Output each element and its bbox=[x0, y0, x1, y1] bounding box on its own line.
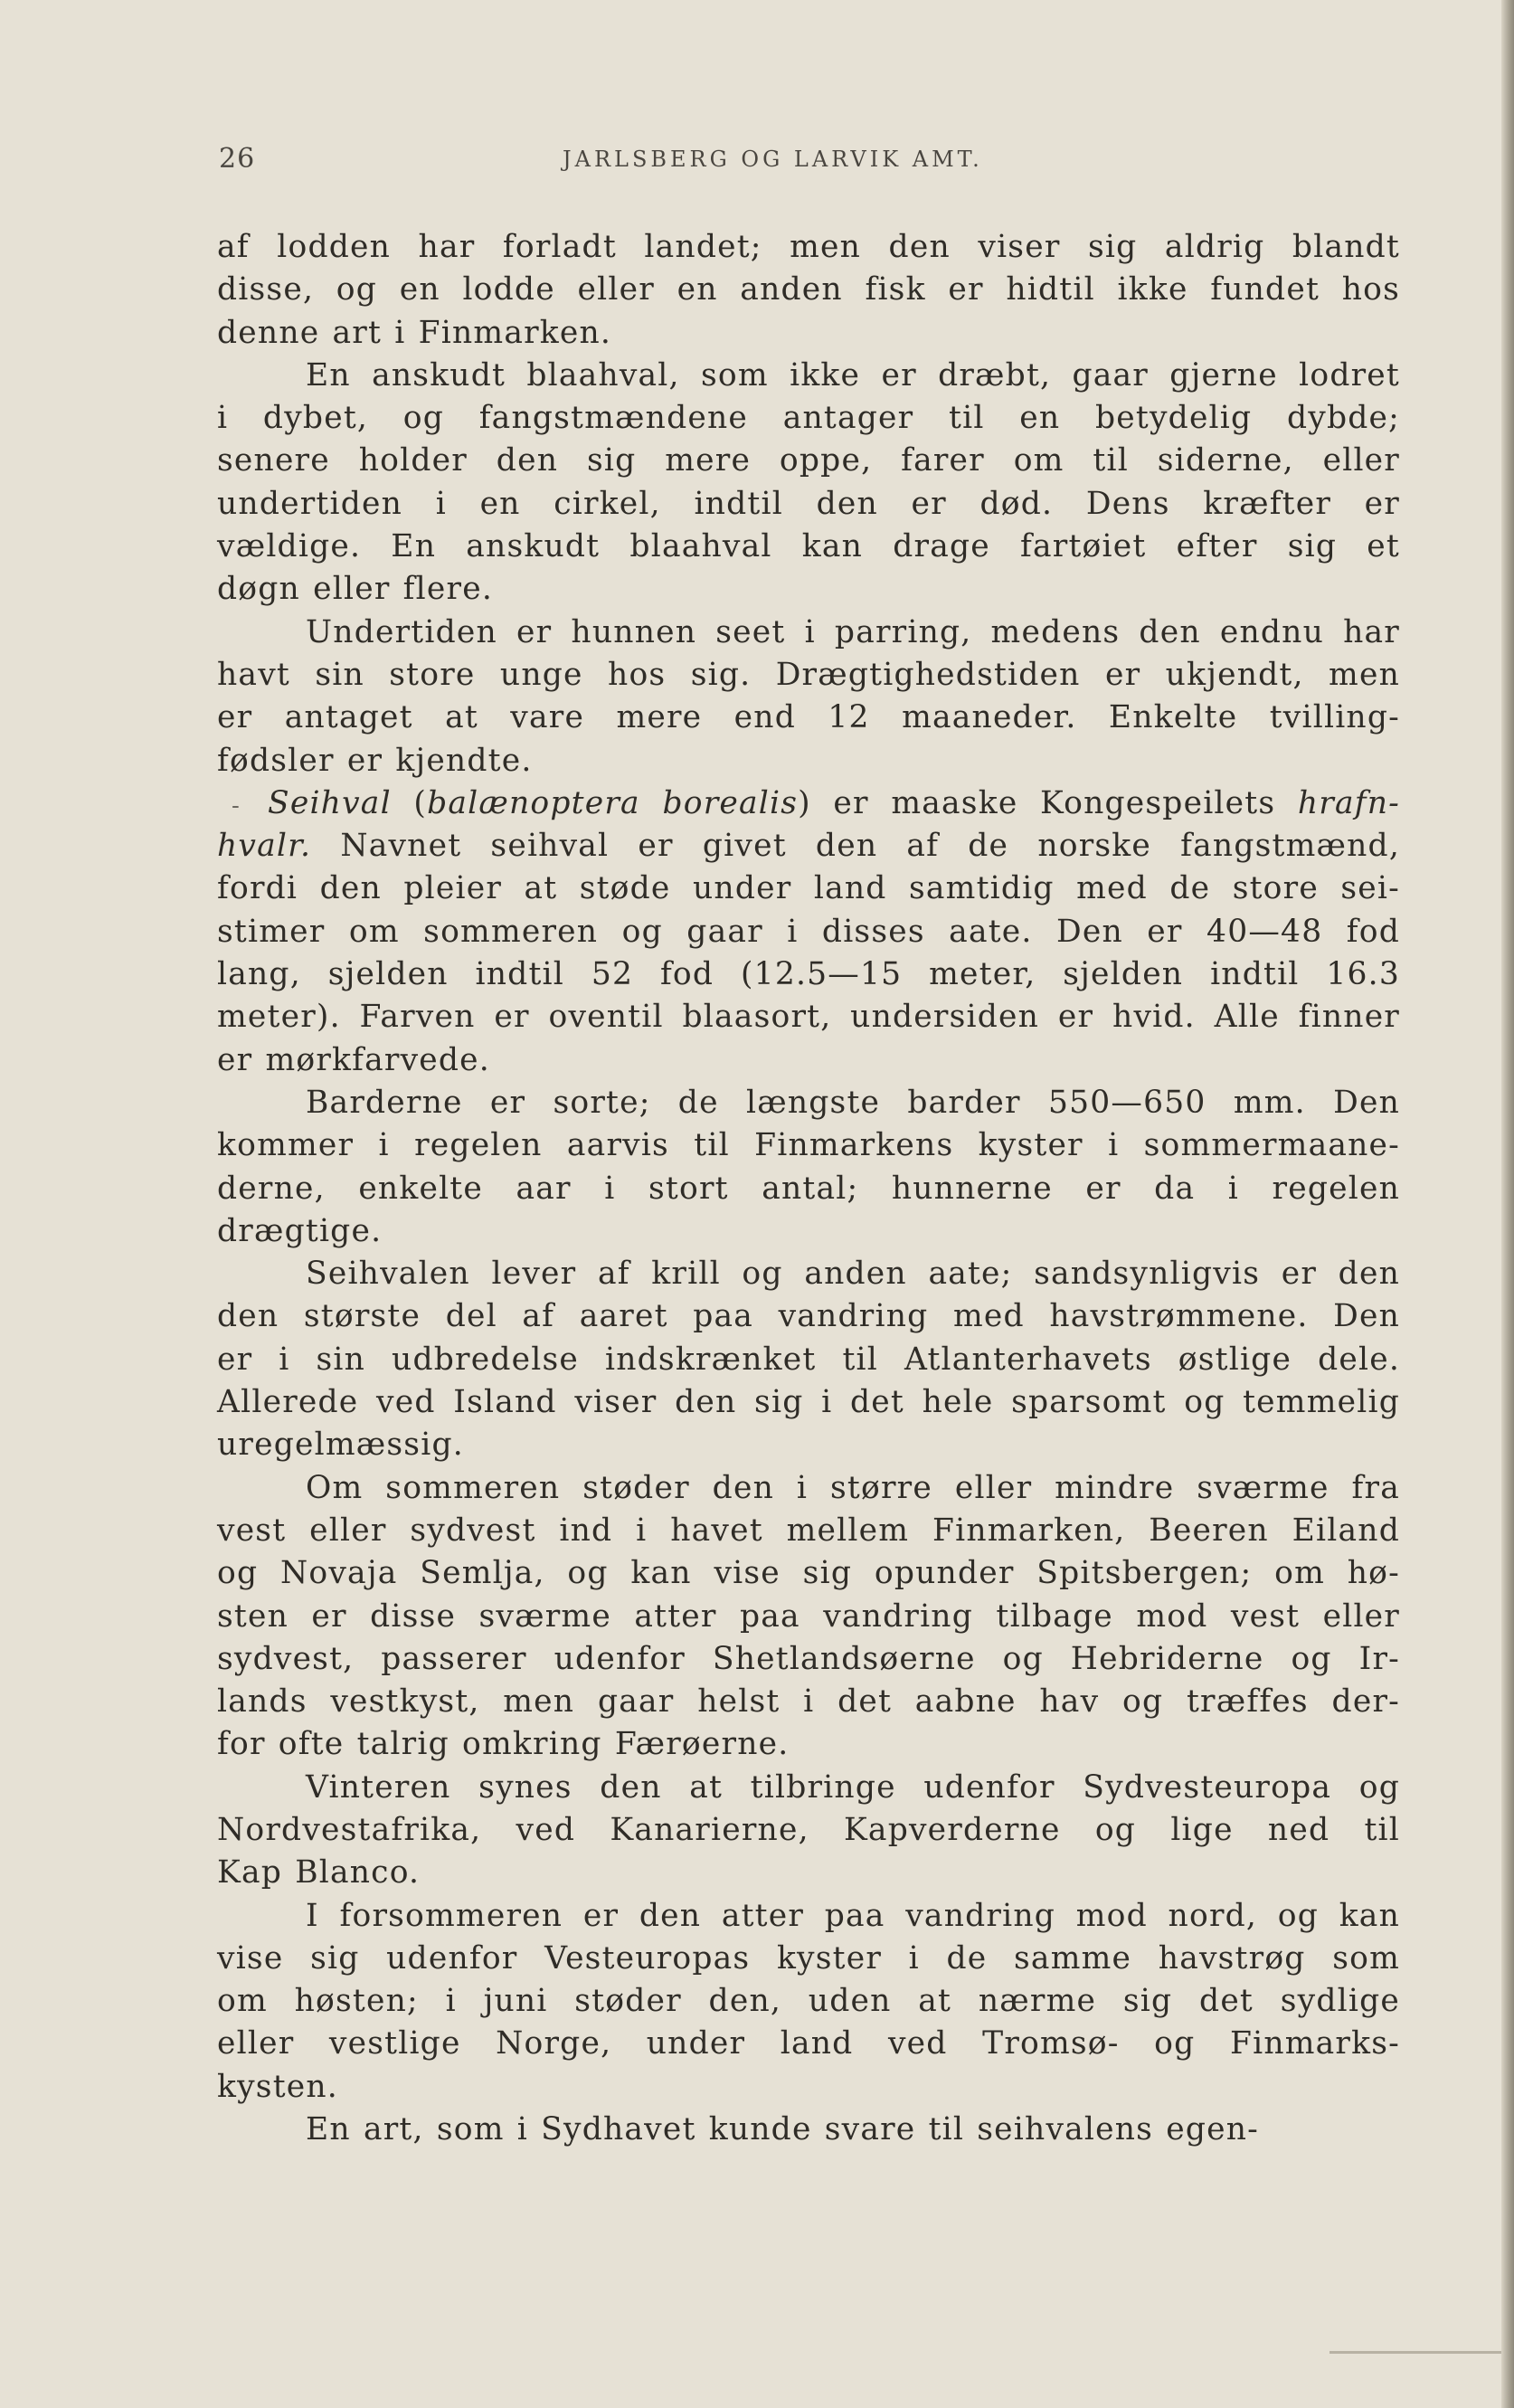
text-line: er antaget at vare mere end 12 maaneder. Enkelte tvilling- bbox=[217, 699, 1400, 736]
text-line: Kap Blanco. bbox=[217, 1854, 421, 1891]
text-line: kysten. bbox=[217, 2068, 338, 2105]
text-line: vældige. En anskudt blaahval kan drage fartøiet efter sig et bbox=[217, 528, 1400, 565]
text-line: i dybet, og fangstmændene antager til en betydelig dybde; bbox=[217, 400, 1400, 437]
text-line: er i sin udbredelse indskrænket til Atlanterhavets østlige dele. bbox=[217, 1341, 1400, 1378]
text-line: uregelmæssig. bbox=[217, 1427, 464, 1464]
page-header bbox=[219, 143, 1404, 179]
text-line: den største del af aaret paa vandring med havstrømmene. Den bbox=[217, 1298, 1400, 1335]
species-name: Seihval bbox=[268, 784, 392, 821]
text-line: vest eller sydvest ind i havet mellem Finmarken, Beeren Eiland bbox=[217, 1512, 1400, 1549]
text-fragment: ( bbox=[391, 784, 428, 821]
text-line: fordi den pleier at støde under land samtidig med de store sei- bbox=[217, 870, 1400, 907]
text-line: derne, enkelte aar i stort antal; hunnerne er da i regelen bbox=[217, 1170, 1400, 1207]
text-line: I forsommeren er den atter paa vandring mod nord, og kan bbox=[306, 1897, 1400, 1934]
text-line: døgn eller flere. bbox=[217, 571, 493, 608]
text-line bbox=[217, 782, 1400, 825]
text-line: En anskudt blaahval, som ikke er dræbt, gaar gjerne lodret bbox=[306, 356, 1400, 393]
page-number: 26 bbox=[219, 143, 256, 175]
page-edge bbox=[1501, 0, 1514, 2408]
text-line: Seihvalen lever af krill og anden aate; sandsynligvis er den bbox=[306, 1256, 1400, 1293]
text-line: kommer i regelen aarvis til Finmarkens kyster i sommermaane- bbox=[217, 1127, 1400, 1164]
latin-name: balænoptera borealis bbox=[427, 784, 799, 821]
text-line: lands vestkyst, men gaar helst i det aabne hav og træffes der- bbox=[217, 1683, 1400, 1721]
text-line bbox=[217, 825, 1400, 867]
page-fold bbox=[1329, 2351, 1501, 2354]
text-line: og Novaja Semlja, og kan vise sig opunder Spitsbergen; om hø- bbox=[217, 1555, 1400, 1592]
old-norse-name: hvalr. bbox=[217, 828, 312, 865]
text-line: vise sig udenfor Vesteuropas kyster i de samme havstrøg som bbox=[217, 1939, 1400, 1977]
text-line: for ofte talrig omkring Færøerne. bbox=[217, 1726, 790, 1763]
text-line: En art, som i Sydhavet kunde svare til seihvalens egen- bbox=[306, 2111, 1260, 2148]
text-line: senere holder den sig mere oppe, farer om til siderne, eller bbox=[217, 442, 1400, 479]
running-title: JARLSBERG OG LARVIK AMT. bbox=[563, 147, 983, 172]
text-line: disse, og en lodde eller en anden fisk er hidtil ikke fundet hos bbox=[217, 271, 1400, 308]
text-line: sten er disse sværme atter paa vandring tilbage mod vest eller bbox=[217, 1597, 1400, 1635]
text-line: Nordvestafrika, ved Kanarierne, Kapverderne og lige ned til bbox=[217, 1811, 1400, 1848]
text-line: denne art i Finmarken. bbox=[217, 314, 612, 351]
text-fragment: Navnet seihval er givet den af de norske fangstmænd, bbox=[311, 828, 1400, 865]
text-line: Allerede ved Island viser den sig i det hele sparsomt og temmelig bbox=[217, 1384, 1400, 1421]
text-fragment: ) er maaske Kongespeilets bbox=[798, 784, 1298, 821]
text-line: er mørkfarvede. bbox=[217, 1041, 490, 1078]
text-line: meter). Farven er oventil blaasort, undersiden er hvid. Alle finner bbox=[217, 999, 1400, 1036]
text-line: undertiden i en cirkel, indtil den er død. Dens kræfter er bbox=[217, 485, 1400, 522]
text-line: havt sin store unge hos sig. Drægtighedstiden er ukjendt, men bbox=[217, 656, 1400, 693]
text-line: Om sommeren støder den i større eller mindre sværme fra bbox=[306, 1469, 1400, 1506]
text-line: Barderne er sorte; de længste barder 550—650 mm. Den bbox=[306, 1084, 1400, 1121]
text-line: drægtige. bbox=[217, 1212, 383, 1249]
text-line: om høsten; i juni støder den, uden at nærme sig det sydlige bbox=[217, 1983, 1400, 2020]
text-line: stimer om sommeren og gaar i disses aate. Den er 40—48 fod bbox=[217, 913, 1400, 950]
margin-mark: - bbox=[232, 792, 241, 820]
text-line: sydvest, passerer udenfor Shetlandsøerne og Hebriderne og Ir- bbox=[217, 1640, 1400, 1677]
text-line: af lodden har forladt landet; men den viser sig aldrig blandt bbox=[217, 229, 1400, 265]
text-line: Vinteren synes den at tilbringe udenfor Sydvesteuropa og bbox=[306, 1768, 1400, 1806]
body-text bbox=[217, 226, 1400, 2151]
text-line: lang, sjelden indtil 52 fod (12.5—15 meter, sjelden indtil 16.3 bbox=[217, 956, 1400, 993]
text-line: fødsler er kjendte. bbox=[217, 742, 533, 779]
text-line: Undertiden er hunnen seet i parring, medens den endnu har bbox=[306, 613, 1400, 650]
old-norse-name: hrafn- bbox=[1297, 784, 1401, 821]
text-line: eller vestlige Norge, under land ved Tromsø- og Finmarks- bbox=[217, 2025, 1400, 2062]
